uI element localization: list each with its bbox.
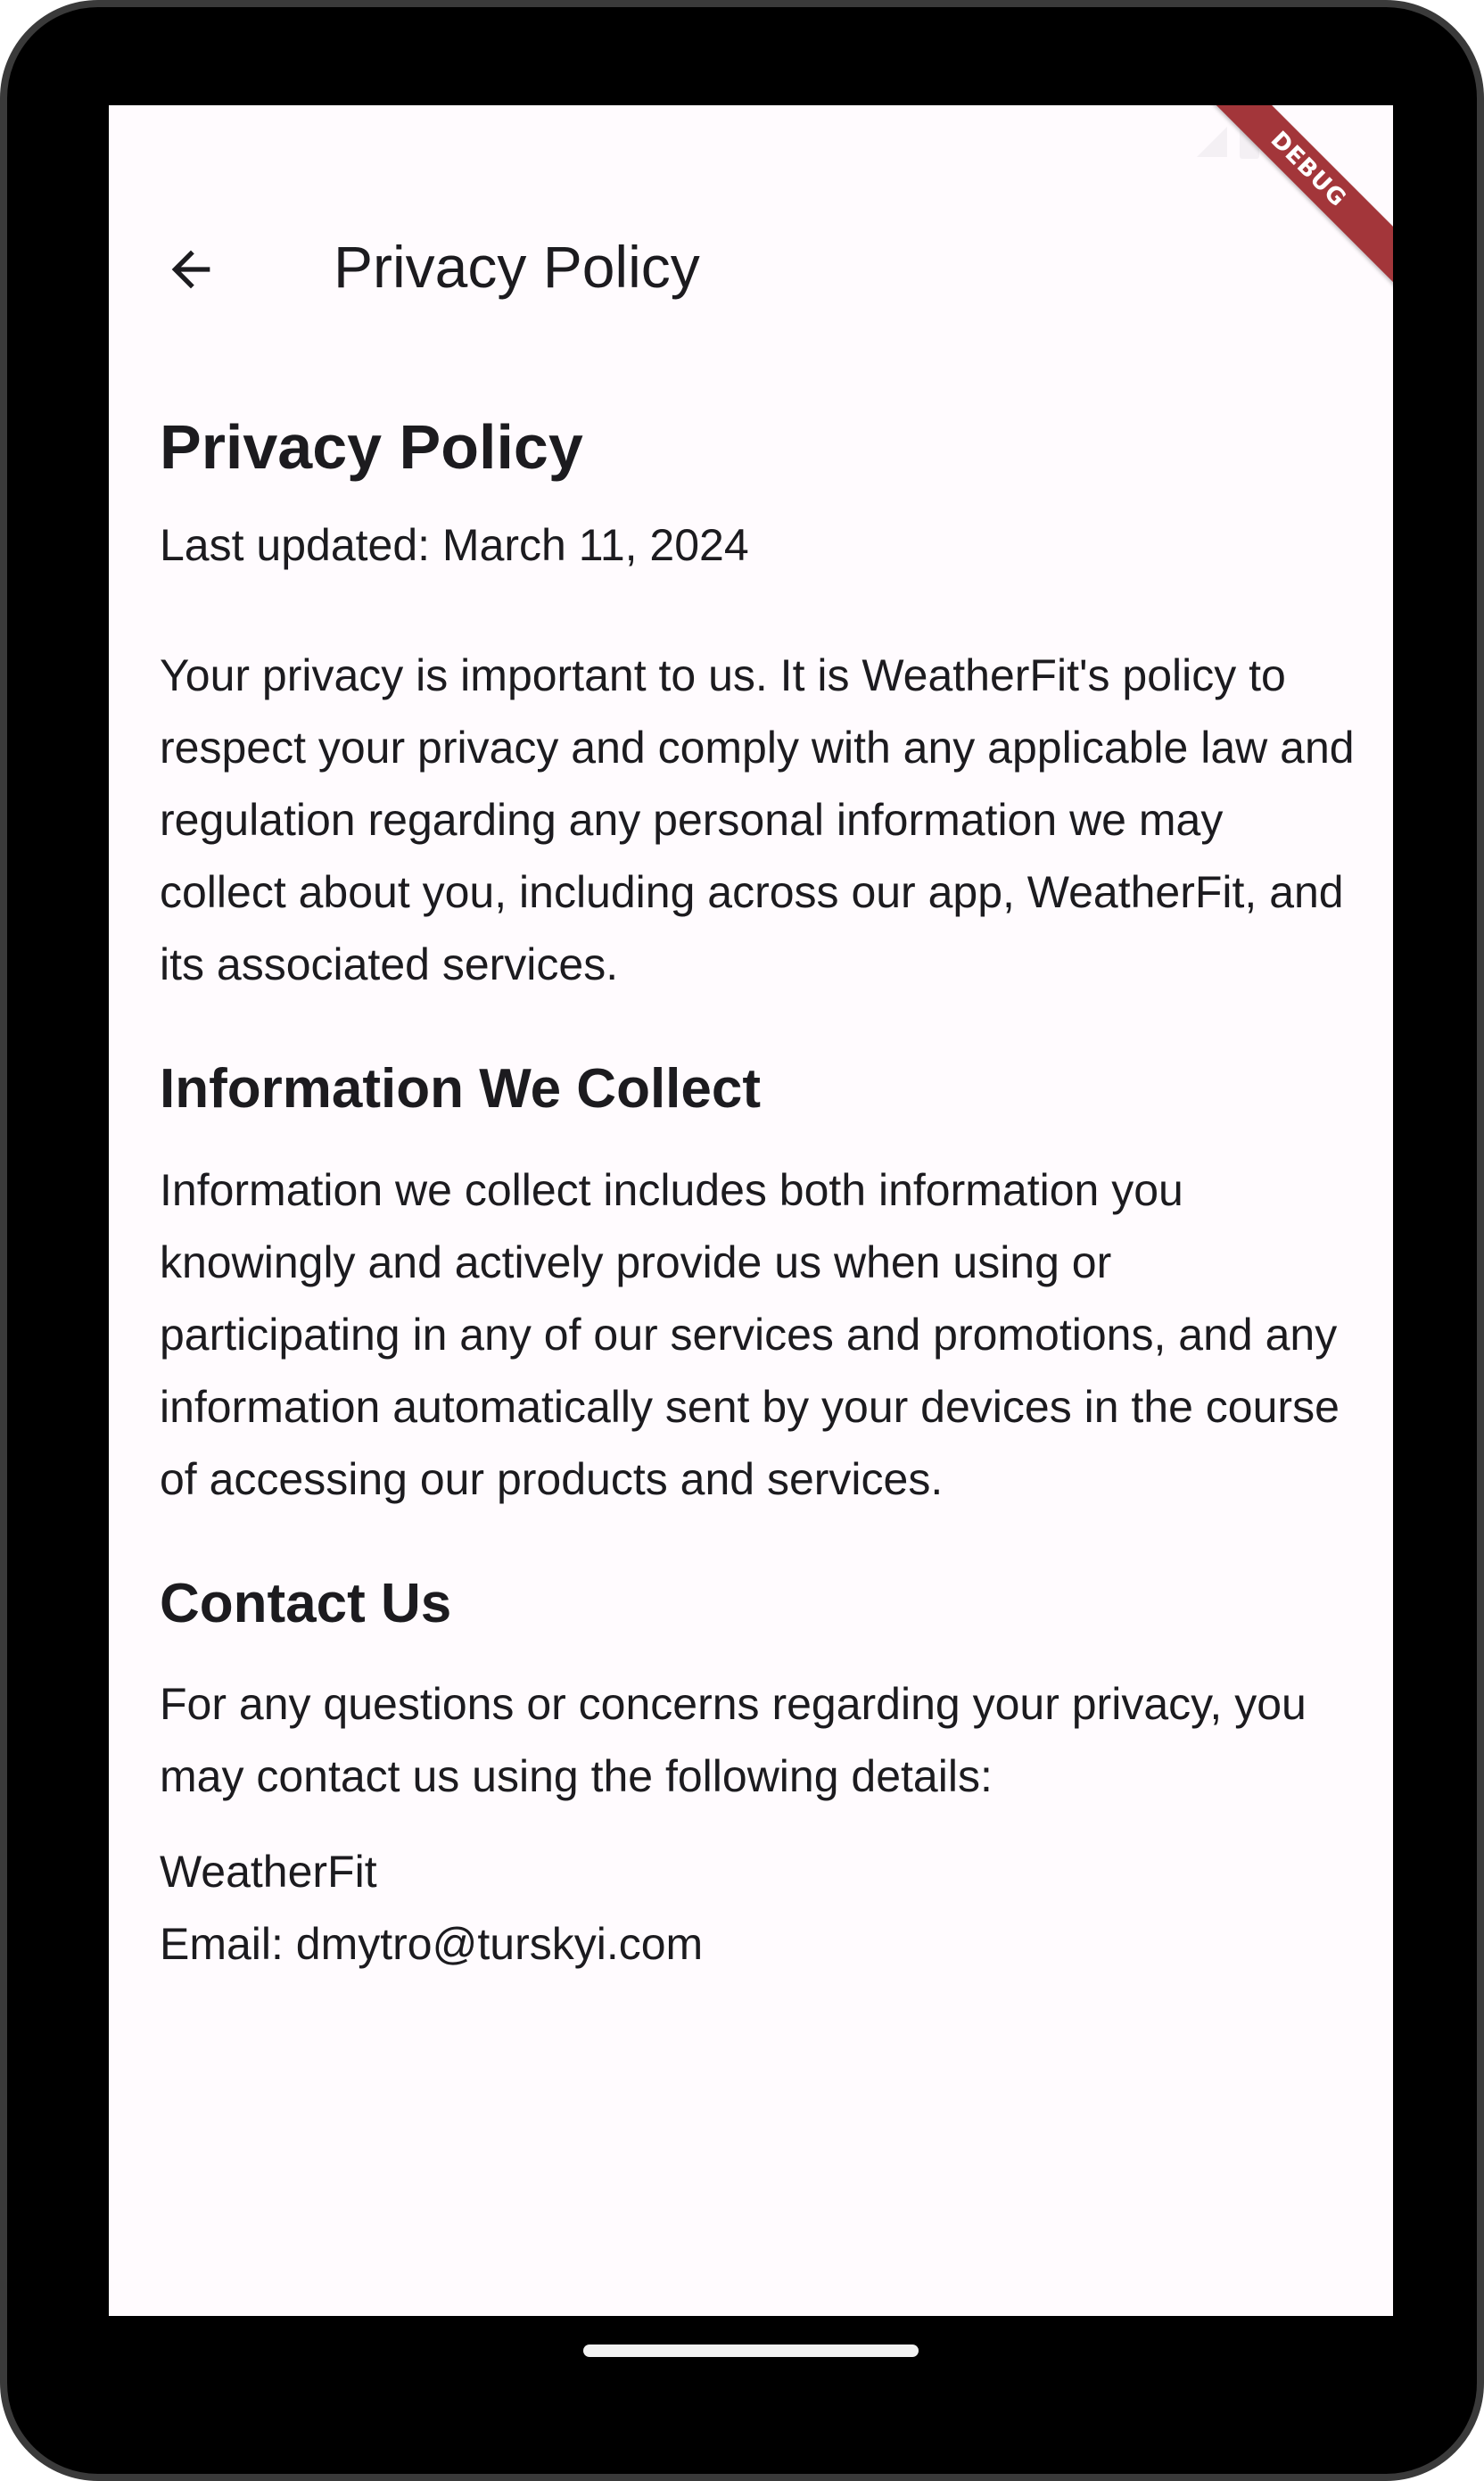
contact-us-heading: Contact Us [160,1572,452,1634]
contact-email: Email: dmytro@turskyi.com [160,1919,704,1969]
policy-content [160,409,1355,1981]
back-button[interactable] [148,227,234,312]
contact-us-paragraph: For any questions or concerns regarding your privacy, you may contact us using the following details: [160,1679,1307,1801]
policy-heading: Privacy Policy [160,412,583,482]
last-updated-text: Last updated: March 11, 2024 [160,519,749,570]
information-collect-paragraph: Information we collect includes both information you knowingly and actively provide us when using or participating in any of our services and promotions, and any information automatically sent by your devices in the course of accessing our products and services. [160,1164,1340,1504]
gesture-nav-handle[interactable] [583,2345,919,2357]
debug-banner: DEBUG [1191,105,1393,287]
app-screen [109,105,1393,2316]
contact-company: WeatherFit [160,1847,377,1897]
app-bar [109,178,1393,357]
app-bar-title: Privacy Policy [334,234,700,300]
contact-details [160,1836,1355,1981]
information-collect-heading: Information We Collect [160,1058,762,1120]
arrow-back-icon [162,241,219,298]
status-bar [109,105,1393,178]
intro-paragraph: Your privacy is important to us. It is WeatherFit's policy to respect your privacy and comply with any applicable law and regulation regarding any personal information we may collect about you, including across our app, WeatherFit, and its associated services. [160,650,1355,989]
signal-icon [1197,127,1227,157]
